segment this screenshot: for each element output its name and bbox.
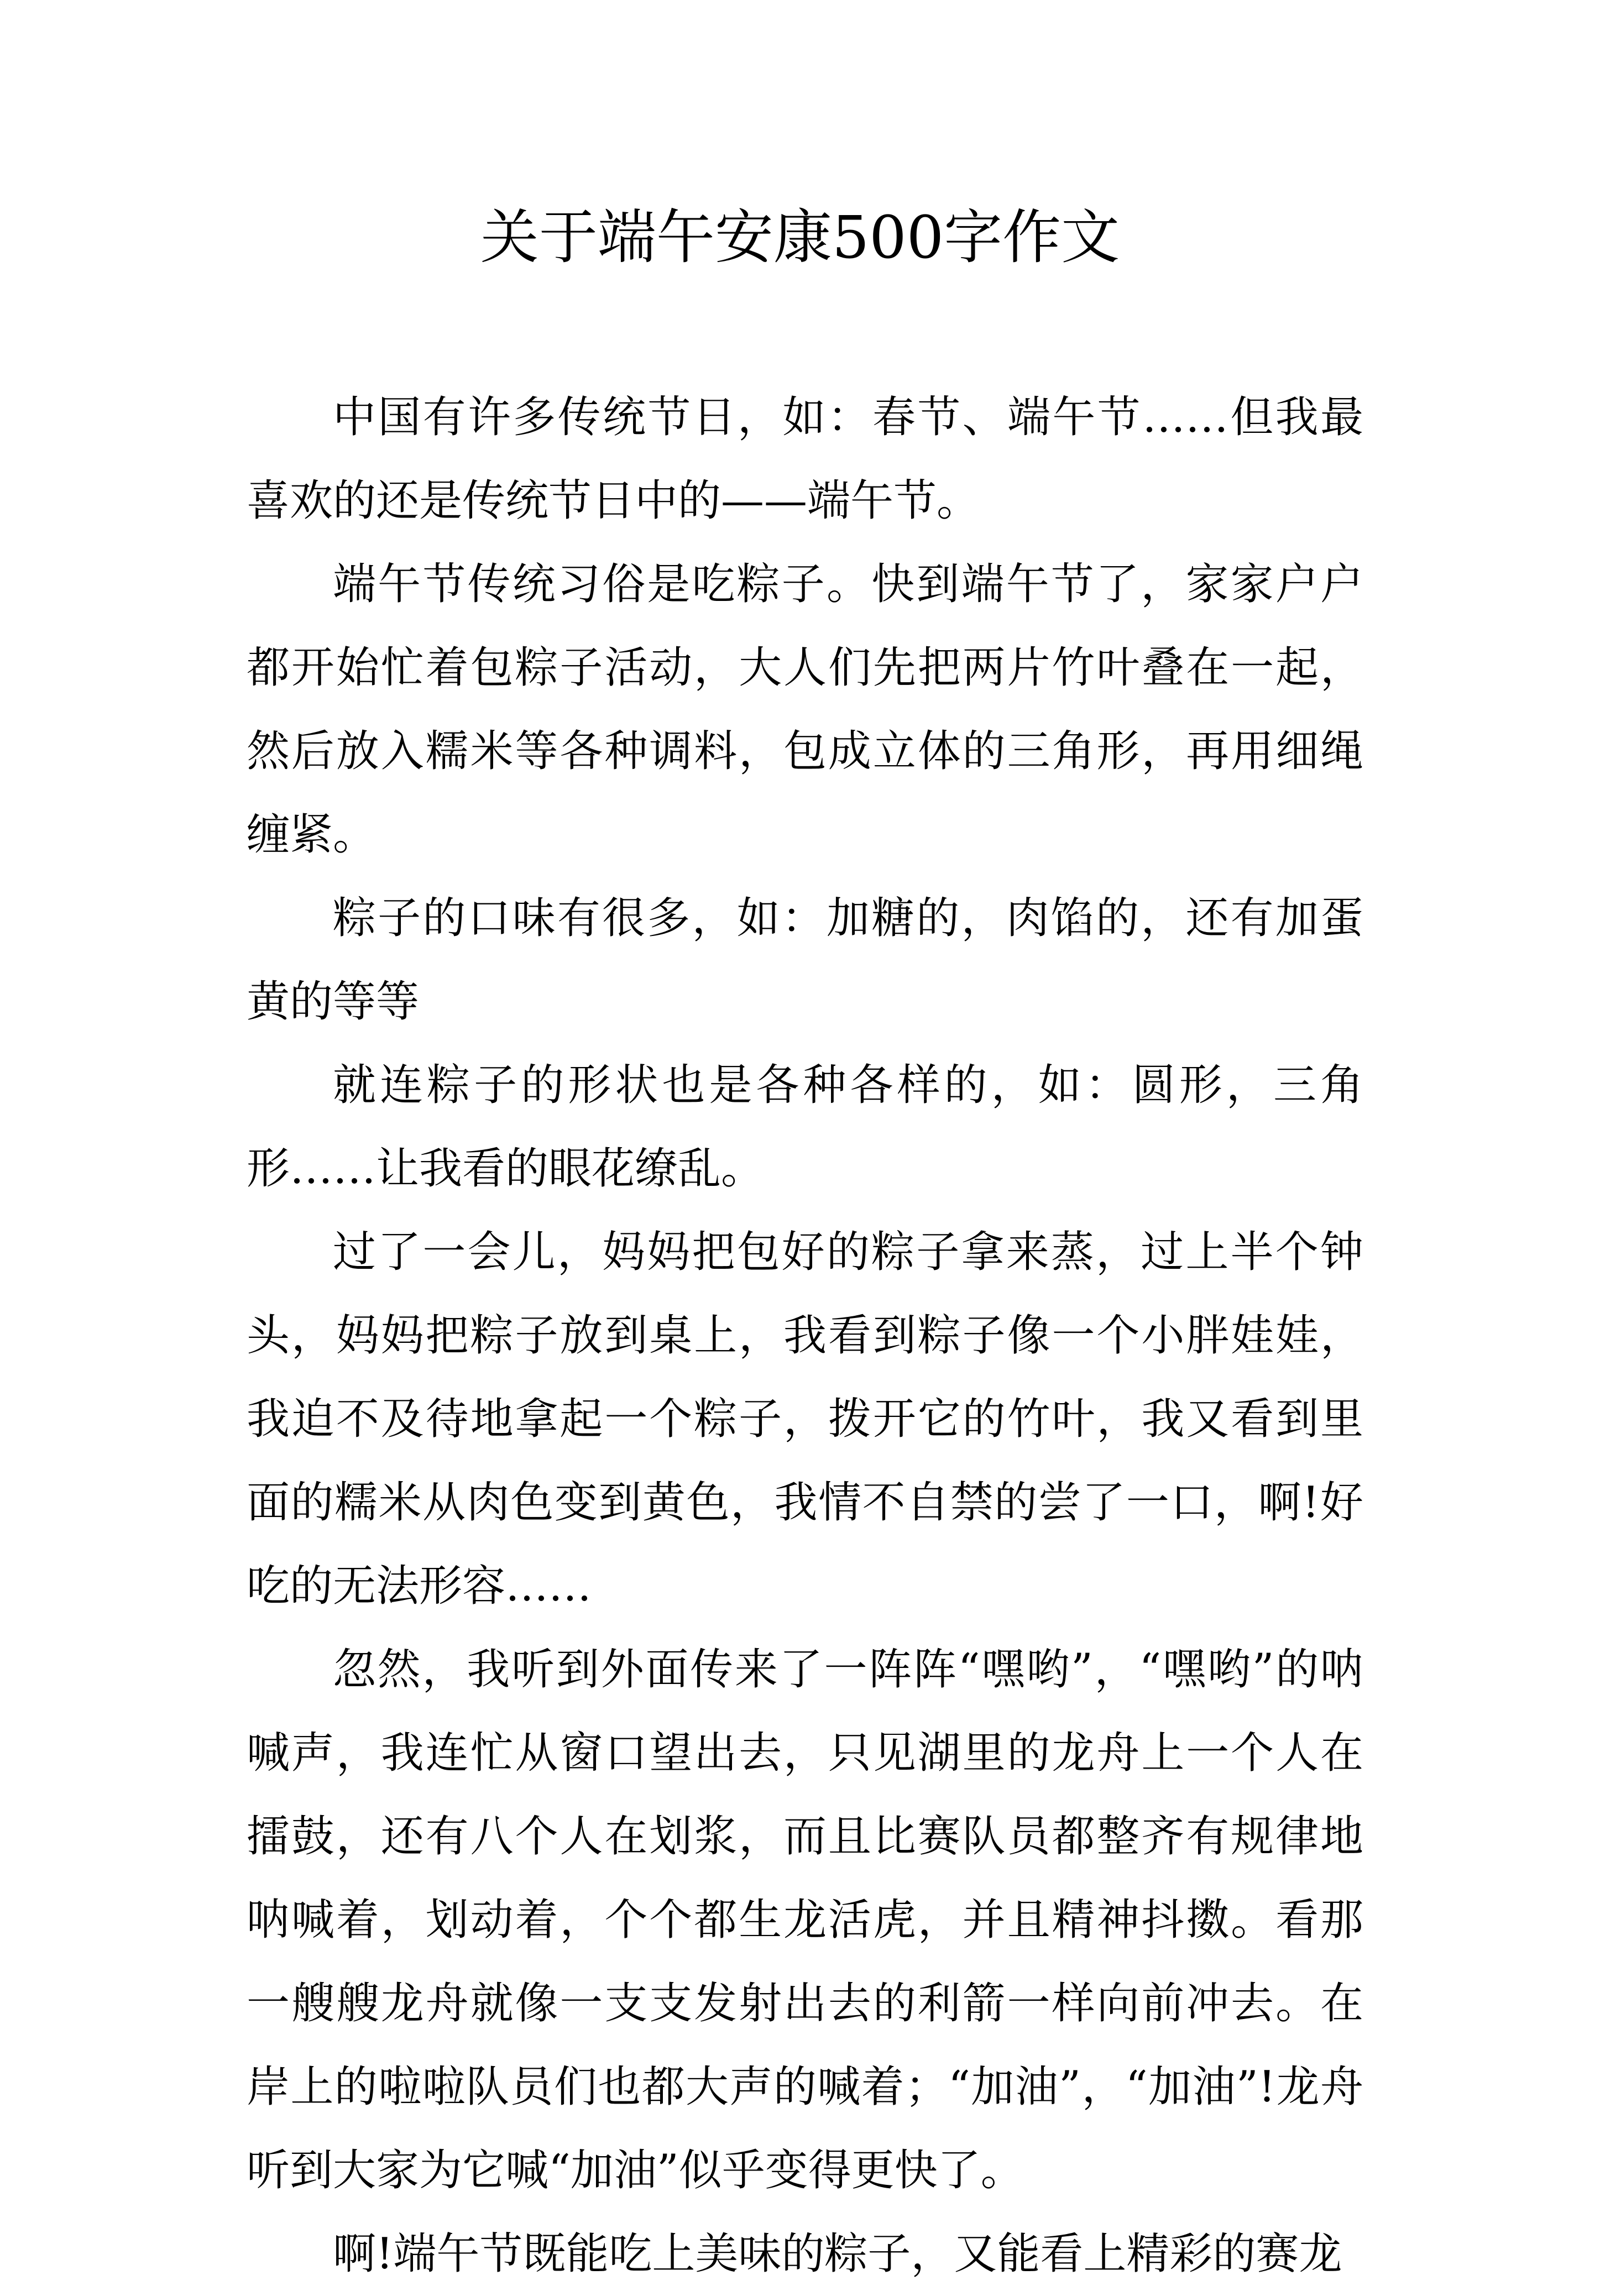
paragraph: 啊!端午节既能吃上美味的粽子，又能看上精彩的赛龙 [333, 2229, 1342, 2279]
paragraph: 忽然，我听到外面传来了一阵阵“嘿哟”，“嘿哟”的呐喊声，我连忙从窗口望出去，只见湖里的龙舟上一个人在擂鼓，还有八个人在划浆，而且比赛队员都整齐有规律地呐喊着，划动着，个个都生龙活虎，并且精神抖擞。看那一艘艘龙舟就像一支支发射出去的利箭一样向前冲去。在岸上的啦啦队员们也都大声的喊着；“加油”，“加油”!龙舟听到大家为它喊“加油”似乎变得更快了。 [247, 1645, 1363, 2195]
paragraph: 端午节传统习俗是吃粽子。快到端午节了，家家户户都开始忙着包粽子活动，大人们先把两片竹叶叠在一起，然后放入糯米等各种调料，包成立体的三角形，再用细绳缠紧。 [247, 559, 1363, 860]
document-body [247, 376, 1363, 2296]
paragraph: 就连粽子的形状也是各种各样的，如：圆形，三角形……让我看的眼花缭乱。 [247, 1060, 1363, 1194]
paragraph: 中国有许多传统节日，如：春节、端午节……但我最喜欢的还是传统节日中的——端午节。 [247, 393, 1363, 526]
paragraph: 粽子的口味有很多，如：加糖的，肉馅的，还有加蛋黄的等等 [247, 893, 1363, 1027]
paragraph: 过了一会儿，妈妈把包好的粽子拿来蒸，过上半个钟头，妈妈把粽子放到桌上，我看到粽子像一个小胖娃娃，我迫不及待地拿起一个粽子，拨开它的竹叶，我又看到里面的糯米从肉色变到黄色，我情不自禁的尝了一口，啊!好吃的无法形容…… [247, 1227, 1363, 1611]
document-title: 关于端午安康500字作文 [480, 203, 1120, 271]
